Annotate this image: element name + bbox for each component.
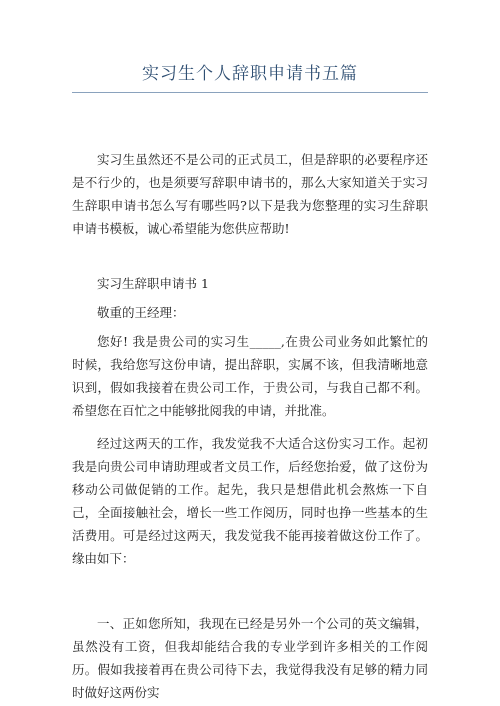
section-heading: 实习生辞职申请书 1	[97, 276, 209, 291]
intro-paragraph: 实习生虽然还不是公司的正式员工，但是辞职的必要程序还是不行少的，也是须要写辞职申请书的，那么大家知道关于实习生辞职申请书怎么写有哪些吗?以下是我为您整理的实习生辞职申请书模板，诚心希望能为您供应帮助!	[72, 152, 428, 236]
body-paragraph-1: 您好! 我是贵公司的实习生_____,在贵公司业务如此繁忙的时候，我给您写这份申请，提出辞职，实属不该，但我清晰地意识到，假如我接着在贵公司工作，于贵公司，与我自己都不利。希望您在百忙之中能够批阅我的申请，并批准。	[72, 334, 428, 418]
body-paragraph-3: 一、正如您所知，我现在已经是另外一个公司的英文编辑，虽然没有工资，但我却能结合我的专业学到许多相关的工作阅历。假如我接着再在贵公司待下去，我觉得我没有足够的精力同时做好这两份实	[72, 616, 428, 700]
salutation: 敬重的王经理：	[97, 305, 185, 320]
body-paragraph-2: 经过这两天的工作，我发觉我不大适合这份实习工作。起初我是向贵公司申请助理或者文员工作，后经您抬爱，做了这份为移动公司做促销的工作。起先，我只是想借此机会熬炼一下自己，全面接触社会，增长一些工作阅历，同时也挣一些基本的生活费用。可是经过这两天，我发觉我不能再接着做这份工作了。缘由如下：	[72, 436, 428, 566]
title-divider	[72, 92, 428, 93]
document-title: 实习生个人辞职申请书五篇	[142, 64, 358, 84]
